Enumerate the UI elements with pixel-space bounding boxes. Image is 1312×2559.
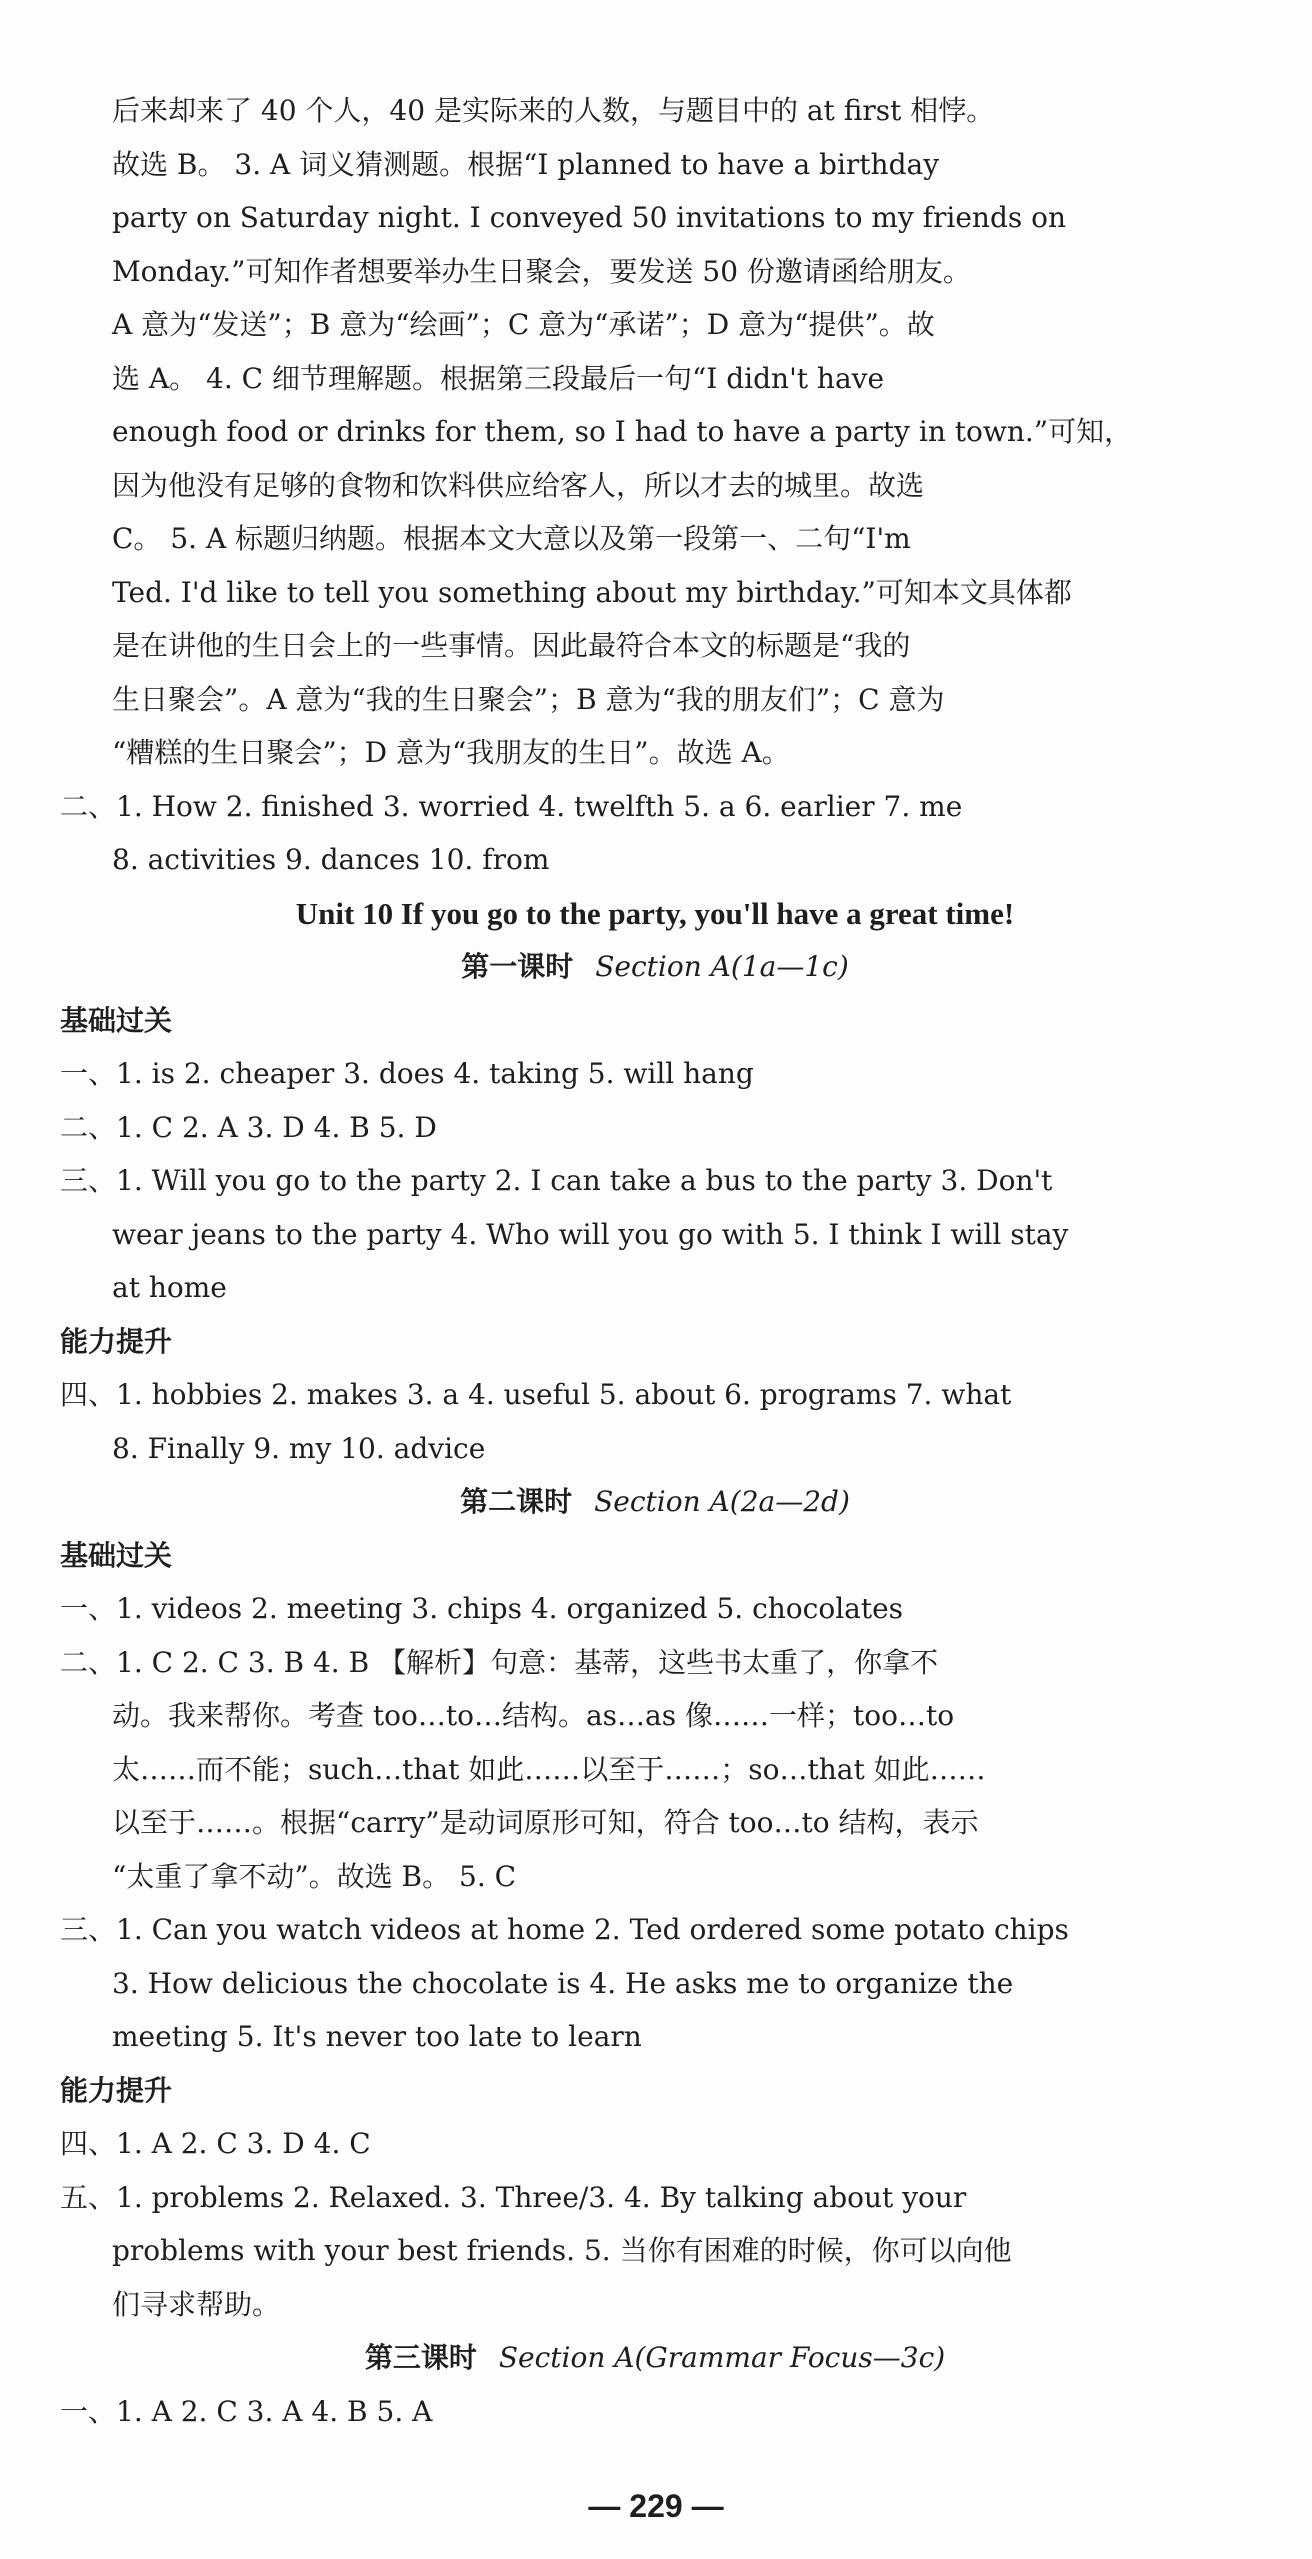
lesson-number: 第三课时 bbox=[364, 2341, 477, 2374]
answer-line: problems with your best friends. 5. 当你有困难的时候，你可以向他 bbox=[112, 2234, 1012, 2267]
text-line: Ted. I'd like to tell you something about my birthday.”可知本文具体都 bbox=[112, 575, 1072, 609]
section-heading: 能力提升 bbox=[60, 1324, 173, 1358]
text-line: C。 5. A 标题归纳题。根据本文大意以及第一段第一、二句“I'm bbox=[112, 522, 911, 555]
lesson-number: 第二课时 bbox=[460, 1485, 573, 1518]
text-line: 因为他没有足够的食物和饮料供应给客人，所以才去的城里。故选 bbox=[112, 468, 925, 502]
page-number: — 229 — bbox=[588, 2488, 724, 2524]
answer-line: 太……而不能；such…that 如此……以至于……；so…that 如此…… bbox=[112, 1752, 986, 1786]
lesson-heading bbox=[60, 940, 1250, 994]
answer-line: 一、1. is 2. cheaper 3. does 4. taking 5. will hang bbox=[60, 1057, 754, 1090]
text-line: Monday.”可知作者想要举办生日聚会，要发送 50 份邀请函给朋友。 bbox=[112, 254, 971, 288]
text-line: A 意为“发送”；B 意为“绘画”；C 意为“承诺”；D 意为“提供”。故 bbox=[112, 308, 935, 341]
answer-line: 五、1. problems 2. Relaxed. 3. Three/3. 4. By talking about your bbox=[60, 2180, 967, 2214]
section-heading: 基础过关 bbox=[60, 1003, 173, 1037]
text-line: 生日聚会”。A 意为“我的生日聚会”；B 意为“我的朋友们”；C 意为 bbox=[112, 682, 945, 716]
answer-line: 8. activities 9. dances 10. from bbox=[112, 843, 550, 876]
text-line: party on Saturday night. I conveyed 50 invitations to my friends on bbox=[112, 201, 1067, 234]
answer-line: 一、1. videos 2. meeting 3. chips 4. organized 5. chocolates bbox=[60, 1592, 904, 1625]
lesson-section: Section A(1a—1c) bbox=[595, 950, 849, 983]
answer-line: wear jeans to the party 4. Who will you go with 5. I think I will stay bbox=[112, 1217, 1069, 1251]
answer-line: 8. Finally 9. my 10. advice bbox=[112, 1431, 486, 1465]
answer-line: 四、1. hobbies 2. makes 3. a 4. useful 5. about 6. programs 7. what bbox=[60, 1378, 1012, 1411]
answer-line: 二、1. C 2. C 3. B 4. B 【解析】句意：基蒂，这些书太重了，你拿不 bbox=[60, 1645, 939, 1679]
text-line: “糟糕的生日聚会”；D 意为“我朋友的生日”。故选 A。 bbox=[112, 736, 790, 769]
text-line: 故选 B。 3. A 词义猜测题。根据“I planned to have a birthday bbox=[112, 147, 940, 181]
answer-line: 3. How delicious the chocolate is 4. He asks me to organize the bbox=[112, 1966, 1014, 2000]
answer-line: 动。我来帮你。考查 too…to…结构。as…as 像……一样；too…to bbox=[112, 1699, 955, 1732]
answer-line: 们寻求帮助。 bbox=[112, 2287, 281, 2321]
lesson-section: Section A(2a—2d) bbox=[594, 1485, 850, 1518]
answer-line: 四、1. A 2. C 3. D 4. C bbox=[60, 2127, 371, 2160]
answer-line: 一、1. A 2. C 3. A 4. B 5. A bbox=[60, 2394, 433, 2428]
lesson-heading bbox=[60, 1475, 1250, 1529]
lesson-number: 第一课时 bbox=[461, 950, 574, 983]
section-heading: 能力提升 bbox=[60, 2073, 173, 2107]
answer-line: “太重了拿不动”。故选 B。 5. C bbox=[112, 1859, 517, 1893]
answer-line: 三、1. Will you go to the party 2. I can take a bus to the party 3. Don't bbox=[60, 1164, 1053, 1197]
lesson-section: Section A(Grammar Focus—3c) bbox=[498, 2341, 946, 2374]
unit-title: Unit 10 If you go to the party, you'll have a great time! bbox=[295, 895, 1015, 931]
answer-line: 三、1. Can you watch videos at home 2. Ted ordered some potato chips bbox=[60, 1913, 1069, 1946]
answer-line: 以至于……。根据“carry”是动词原形可知，符合 too…to 结构，表示 bbox=[112, 1806, 979, 1839]
lesson-heading bbox=[60, 2331, 1250, 2385]
answer-line: at home bbox=[112, 1271, 227, 1304]
text-line: 是在讲他的生日会上的一些事情。因此最符合本文的标题是“我的 bbox=[112, 629, 911, 662]
answer-line: 二、1. C 2. A 3. D 4. B 5. D bbox=[60, 1110, 437, 1144]
answer-line: meeting 5. It's never too late to learn bbox=[112, 2020, 642, 2053]
page-body bbox=[60, 84, 1250, 2438]
text-line: enough food or drinks for them, so I had to have a party in town.”可知， bbox=[112, 415, 1133, 448]
text-line: 后来却来了 40 个人，40 是实际来的人数，与题目中的 at first 相悖。 bbox=[112, 94, 995, 127]
answer-line: 二、1. How 2. finished 3. worried 4. twelfth 5. a 6. earlier 7. me bbox=[60, 789, 963, 823]
text-line: 选 A。 4. C 细节理解题。根据第三段最后一句“I didn't have bbox=[112, 361, 885, 395]
section-heading: 基础过关 bbox=[60, 1538, 173, 1572]
